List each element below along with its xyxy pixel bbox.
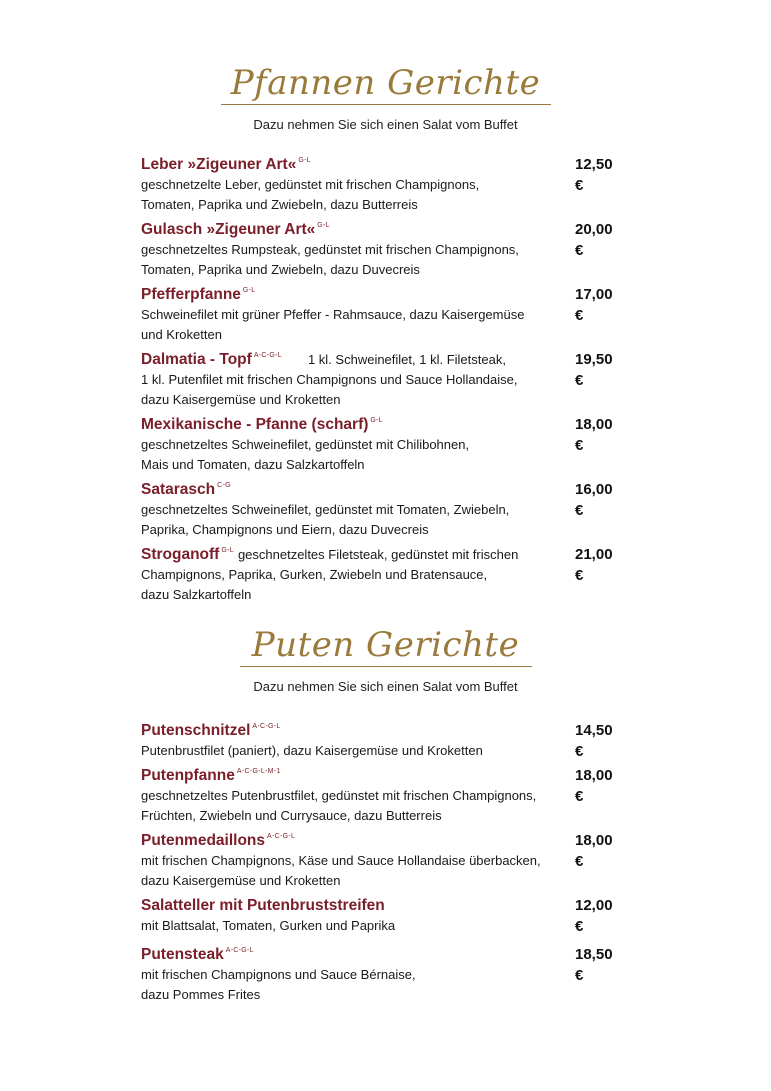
item-price: 19,50 €: [575, 351, 613, 389]
item-allergens: G-L: [298, 157, 311, 164]
item-price: 18,00 €: [575, 832, 613, 870]
item-description-line: mit frischen Champignons, Käse und Sauce Hollandaise überbacken,: [141, 853, 541, 868]
item-description-line: Paprika, Champignons und Eiern, dazu Duvecreis: [141, 522, 429, 537]
menu-item: [0, 414, 621, 475]
section-pfannen-gerichte: [0, 62, 771, 609]
item-description-line: geschnetzeltes Schweinefilet, gedünstet mit Tomaten, Zwiebeln,: [141, 502, 510, 517]
item-description-line: Putenbrustfilet (paniert), dazu Kaisergemüse und Kroketten: [141, 743, 483, 758]
item-price: 20,00 €: [575, 221, 613, 259]
item-price: 12,50 €: [575, 156, 613, 194]
item-price: 18,50 €: [575, 946, 613, 984]
item-allergens: A-C-G-L: [267, 833, 296, 840]
item-allergens: A-C-G-L-M-1: [236, 768, 281, 775]
menu-item: [0, 154, 621, 215]
item-allergens: G-L: [242, 287, 256, 294]
item-description-line: mit frischen Champignons und Sauce Bérnaise,: [141, 967, 416, 982]
item-allergens: G-L: [370, 417, 383, 424]
item-price: 18,00 €: [575, 767, 613, 805]
item-name: Mexikanische - Pfanne (scharf): [141, 416, 369, 433]
item-allergens: A-C-G-L: [253, 352, 282, 359]
item-price: 16,00 €: [575, 481, 613, 519]
section-subtitle: Dazu nehmen Sie sich einen Salat vom Buffet: [253, 679, 518, 694]
item-description-line: dazu Kaisergemüse und Kroketten: [141, 392, 341, 407]
item-price: 18,00 €: [575, 416, 613, 454]
menu-item: [0, 720, 621, 761]
item-description-line: und Kroketten: [141, 327, 222, 342]
item-name: Dalmatia - Topf: [141, 351, 252, 368]
menu-item: [0, 284, 621, 345]
item-description-line: geschnetzeltes Putenbrustfilet, gedünstet mit frischen Champignons,: [141, 788, 537, 803]
menu-item: [0, 895, 621, 936]
item-price: 21,00 €: [575, 546, 613, 584]
item-price: 14,50 €: [575, 722, 613, 760]
item-name: Putenpfanne: [141, 767, 235, 784]
item-allergens: G-L: [317, 222, 330, 229]
item-description-inline: 1 kl. Schweinefilet, 1 kl. Filetsteak,: [307, 352, 506, 367]
item-name: Putensteak: [141, 946, 224, 963]
menu-list: [0, 720, 771, 1005]
item-price: 12,00 €: [575, 897, 613, 935]
item-price: 17,00 €: [575, 286, 613, 324]
menu-item: [0, 765, 621, 826]
menu-item: [0, 830, 621, 891]
menu-item: [0, 944, 621, 1005]
item-description-line: Früchten, Zwiebeln und Currysauce, dazu Butterreis: [141, 808, 442, 823]
menu-item: [0, 479, 621, 540]
item-description-line: Schweinefilet mit grüner Pfeffer - Rahmsauce, dazu Kaisergemüse: [141, 307, 525, 322]
item-name: Pfefferpfanne: [141, 286, 241, 303]
item-description-line: geschnetzelte Leber, gedünstet mit frischen Champignons,: [141, 177, 480, 192]
item-description-line: dazu Kaisergemüse und Kroketten: [141, 873, 341, 888]
item-allergens: C-G: [217, 482, 231, 489]
item-description-line: Mais und Tomaten, dazu Salzkartoffeln: [141, 457, 365, 472]
item-description-line: dazu Pommes Frites: [141, 987, 261, 1002]
item-allergens: G-L: [221, 547, 234, 554]
menu-item: [0, 219, 621, 280]
item-name: Satarasch: [141, 481, 216, 498]
item-name: Stroganoff: [141, 546, 220, 563]
item-description-line: geschnetzeltes Rumpsteak, gedünstet mit frischen Champignons,: [141, 242, 519, 257]
section-title: Puten Gerichte: [240, 624, 532, 667]
section-subtitle: Dazu nehmen Sie sich einen Salat vom Buffet: [253, 117, 518, 132]
section-title: Pfannen Gerichte: [221, 62, 551, 105]
item-name: Gulasch »Zigeuner Art«: [141, 221, 316, 238]
menu-list: [0, 154, 771, 605]
item-allergens: A-C-G-L: [252, 723, 281, 730]
item-name: Putenschnitzel: [141, 722, 251, 739]
section-puten-gerichte: [0, 624, 771, 1009]
item-description-line: dazu Salzkartoffeln: [141, 587, 252, 602]
item-description-line: Tomaten, Paprika und Zwiebeln, dazu Butterreis: [141, 197, 418, 212]
item-description-inline: geschnetzeltes Filetsteak, gedünstet mit frischen: [237, 547, 519, 562]
item-name: Putenmedaillons: [141, 832, 266, 849]
item-description-line: Tomaten, Paprika und Zwiebeln, dazu Duvecreis: [141, 262, 420, 277]
item-description-line: geschnetzeltes Schweinefilet, gedünstet mit Chilibohnen,: [141, 437, 470, 452]
item-name: Salatteller mit Putenbruststreifen: [141, 897, 385, 914]
item-allergens: A-C-G-L: [225, 947, 254, 954]
menu-item: [0, 544, 621, 605]
item-description-line: 1 kl. Putenfilet mit frischen Champignons und Sauce Hollandaise,: [141, 372, 518, 387]
menu-item: [0, 349, 621, 410]
item-description-line: mit Blattsalat, Tomaten, Gurken und Paprika: [141, 918, 396, 933]
item-description-line: Champignons, Paprika, Gurken, Zwiebeln und Bratensauce,: [141, 567, 488, 582]
item-name: Leber »Zigeuner Art«: [141, 156, 297, 173]
